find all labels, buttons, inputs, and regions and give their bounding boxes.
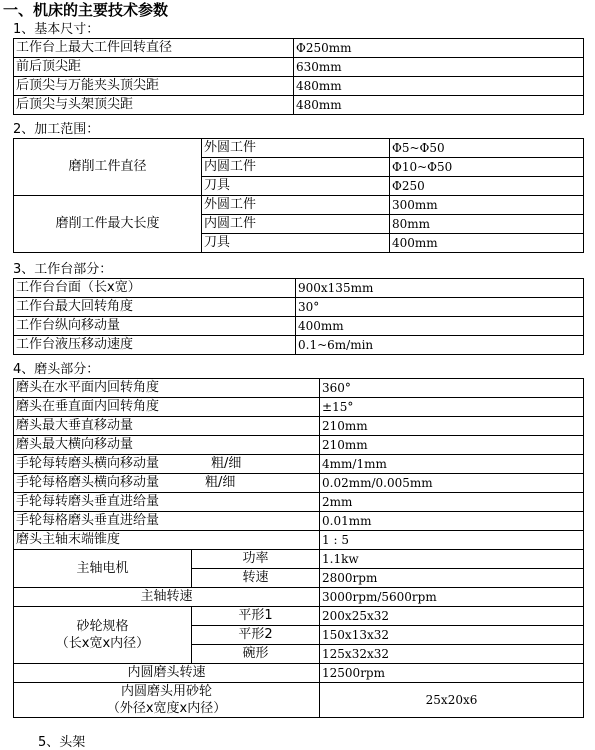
table-row <box>14 474 584 493</box>
row-value: Φ250mm <box>294 39 584 58</box>
row-label: 磨头最大横向移动量 <box>14 436 320 455</box>
row-value: ±15° <box>320 398 584 417</box>
row-label: 磨头在垂直面内回转角度 <box>14 398 320 417</box>
wheel-type: 平形2 <box>192 626 320 645</box>
row-label: 工作台液压移动速度 <box>14 336 296 355</box>
table-row <box>14 550 584 569</box>
row-type: 内圆工件 <box>202 215 390 234</box>
wheel-value: 125x32x32 <box>320 645 584 664</box>
row-type: 刀具 <box>202 177 390 196</box>
table-row <box>14 512 584 531</box>
inner-wheel-title: 内圆磨头用砂轮 <box>121 684 213 699</box>
motor-label: 主轴电机 <box>14 550 192 588</box>
row-value: 210mm <box>320 417 584 436</box>
worktable-table <box>13 278 584 355</box>
table-row <box>14 39 584 58</box>
row-value: 2mm <box>320 493 584 512</box>
row-value: 0.01mm <box>320 512 584 531</box>
speed-label: 转速 <box>192 569 320 588</box>
row-type: 内圆工件 <box>202 158 390 177</box>
inner-wheel-label <box>14 683 320 718</box>
row-value: 900x135mm <box>296 279 584 298</box>
speed-value: 2800rpm <box>320 569 584 588</box>
row-label: 前后顶尖距 <box>14 58 294 77</box>
row-value: 480mm <box>294 96 584 115</box>
row-value: 400mm <box>296 317 584 336</box>
wheel-spec-title: 砂轮规格 <box>76 619 129 634</box>
spindle-speed-label: 主轴转速 <box>14 588 320 607</box>
table-row <box>14 298 584 317</box>
row-label: 工作台最大回转角度 <box>14 298 296 317</box>
wheel-spec-subtitle: （长x宽x内径） <box>55 636 150 651</box>
table-row <box>14 398 584 417</box>
inner-wheel-subtitle: （外径x宽度x内径） <box>106 701 227 716</box>
coarse-fine-note: 粗/细 <box>205 475 236 490</box>
wheel-type: 平形1 <box>192 607 320 626</box>
table-row <box>14 455 584 474</box>
row-type: 外圆工件 <box>202 139 390 158</box>
page-title: 一、机床的主要技术参数 <box>3 1 169 19</box>
table-row <box>14 417 584 436</box>
table-row <box>14 436 584 455</box>
row-value: 1 : 5 <box>320 531 584 550</box>
coarse-fine-note: 粗/细 <box>211 456 242 471</box>
row-value: 400mm <box>390 234 584 253</box>
row-label: 工作台纵向移动量 <box>14 317 296 336</box>
table-row <box>14 379 584 398</box>
row-value: 480mm <box>294 77 584 96</box>
section-2-heading: 2、加工范围： <box>13 122 100 137</box>
table-row <box>14 279 584 298</box>
table-row <box>14 77 584 96</box>
row-label: 工作台台面（长x宽） <box>14 279 296 298</box>
group-label: 磨削工件直径 <box>14 139 202 196</box>
row-value: 80mm <box>390 215 584 234</box>
table-row <box>14 196 584 215</box>
row-value: Φ5~Φ50 <box>390 139 584 158</box>
table-row <box>14 336 584 355</box>
table-row <box>14 493 584 512</box>
table-row <box>14 139 584 158</box>
row-value: 0.1~6m/min <box>296 336 584 355</box>
power-value: 1.1kw <box>320 550 584 569</box>
section-4-heading: 4、磨头部分： <box>13 362 100 377</box>
row-label <box>14 455 320 474</box>
row-type: 刀具 <box>202 234 390 253</box>
row-type: 外圆工件 <box>202 196 390 215</box>
inner-speed-value: 12500rpm <box>320 664 584 683</box>
row-value: 630mm <box>294 58 584 77</box>
label-text: 手轮每格磨头横向移动量 <box>16 475 160 490</box>
row-label: 手轮每转磨头垂直进给量 <box>14 493 320 512</box>
row-label: 后顶尖与头架顶尖距 <box>14 96 294 115</box>
row-label: 磨头主轴末端锥度 <box>14 531 320 550</box>
row-label: 工作台上最大工件回转直径 <box>14 39 294 58</box>
row-value: 210mm <box>320 436 584 455</box>
row-label: 磨头最大垂直移动量 <box>14 417 320 436</box>
group-label: 磨削工件最大长度 <box>14 196 202 253</box>
wheel-value: 200x25x32 <box>320 607 584 626</box>
wheel-spec-label <box>14 607 192 664</box>
section-5-heading: 5、头架 <box>38 735 86 750</box>
row-value: Φ10~Φ50 <box>390 158 584 177</box>
row-label: 手轮每格磨头垂直进给量 <box>14 512 320 531</box>
label-text: 手轮每转磨头横向移动量 <box>16 456 160 471</box>
row-label: 磨头在水平面内回转角度 <box>14 379 320 398</box>
table-row <box>14 317 584 336</box>
table-row <box>14 607 584 626</box>
table-row <box>14 683 584 718</box>
wheel-value: 150x13x32 <box>320 626 584 645</box>
spindle-speed-value: 3000rpm/5600rpm <box>320 588 584 607</box>
row-value: 0.02mm/0.005mm <box>320 474 584 493</box>
row-value: 30° <box>296 298 584 317</box>
table-row <box>14 58 584 77</box>
row-value: 360° <box>320 379 584 398</box>
table-row <box>14 664 584 683</box>
wheel-type: 碗形 <box>192 645 320 664</box>
machining-range-table <box>13 138 584 253</box>
grinding-head-table <box>13 378 584 718</box>
row-value: 300mm <box>390 196 584 215</box>
row-value: Φ250 <box>390 177 584 196</box>
table-row <box>14 96 584 115</box>
inner-wheel-value: 25x20x6 <box>320 683 584 718</box>
row-value: 4mm/1mm <box>320 455 584 474</box>
table-row <box>14 531 584 550</box>
basic-dimensions-table <box>13 38 584 115</box>
section-1-heading: 1、基本尺寸： <box>13 22 100 37</box>
row-label <box>14 474 320 493</box>
power-label: 功率 <box>192 550 320 569</box>
row-label: 后顶尖与万能夹头顶尖距 <box>14 77 294 96</box>
section-3-heading: 3、工作台部分： <box>13 262 113 277</box>
table-row <box>14 588 584 607</box>
inner-speed-label: 内圆磨头转速 <box>14 664 320 683</box>
